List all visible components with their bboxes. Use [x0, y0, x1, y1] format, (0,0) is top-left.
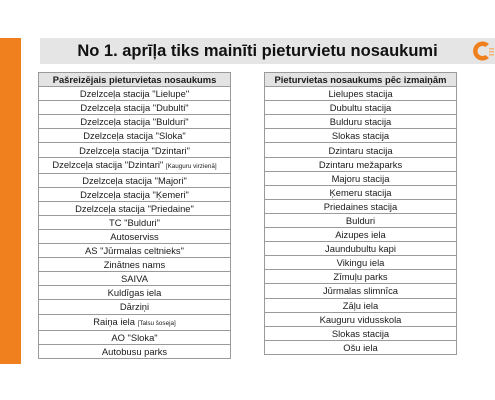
- new-stop-name: Dubultu stacija: [265, 101, 457, 115]
- old-stop-name: SAIVA: [121, 273, 148, 285]
- table-row: [39, 201, 231, 215]
- table-row: [265, 256, 457, 270]
- table-row: [39, 101, 231, 115]
- table-row: [39, 187, 231, 201]
- new-stop-name: Zīmuļu parks: [265, 270, 457, 284]
- table-row: [265, 185, 457, 199]
- old-stop-name-cell: [39, 157, 231, 173]
- old-stop-name-cell: [39, 101, 231, 115]
- table-row: [265, 171, 457, 185]
- orange-c-logo-icon: [470, 39, 495, 63]
- table-row: [265, 157, 457, 171]
- old-stop-name-cell: [39, 143, 231, 157]
- new-names-header: Pieturvietas nosaukums pēc izmaiņām: [265, 73, 457, 87]
- table-row: [265, 326, 457, 340]
- old-stop-name: AS "Jūrmalas celtnieks": [85, 245, 184, 257]
- old-stop-name-cell: [39, 201, 231, 215]
- old-stop-name: Dzelzceļa stacija "Bulduri": [80, 116, 189, 128]
- old-stop-name: AO "Sloka": [111, 331, 158, 343]
- table-row: [265, 87, 457, 101]
- page-title: No 1. aprīļa tiks mainīti pieturvietu nosaukumi: [77, 42, 438, 60]
- old-stop-name: Dzelzceļa stacija "Lielupe": [79, 88, 190, 100]
- new-stop-name: Dzintaru stacija: [265, 143, 457, 157]
- new-names-table: [264, 72, 457, 355]
- table-row: [39, 286, 231, 300]
- table-row: [265, 115, 457, 129]
- new-stop-name: Kauguru vidusskola: [265, 312, 457, 326]
- new-stop-name: Vikingu iela: [265, 256, 457, 270]
- new-stop-name: Zāļu iela: [265, 298, 457, 312]
- table-row: [265, 143, 457, 157]
- old-stop-name-cell: [39, 87, 231, 101]
- old-stop-name: Autobusu parks: [101, 345, 168, 357]
- old-stop-name-cell: [39, 314, 231, 330]
- new-stop-name: Majoru stacija: [265, 171, 457, 185]
- new-stop-name: Aizupes iela: [265, 228, 457, 242]
- old-stop-name-cell: [39, 300, 231, 314]
- old-stop-name-cell: [39, 330, 231, 344]
- table-row: [265, 199, 457, 213]
- old-stop-name-cell: [39, 129, 231, 143]
- new-stop-name: Bulduri: [265, 213, 457, 227]
- table-row: [265, 340, 457, 354]
- table-row: [39, 314, 231, 330]
- table-row: [265, 101, 457, 115]
- table-row: [265, 270, 457, 284]
- new-stop-name: Slokas stacija: [265, 326, 457, 340]
- new-stop-name: Jūrmalas slimnīca: [265, 284, 457, 298]
- new-stop-name: Ošu iela: [265, 340, 457, 354]
- table-row: [39, 215, 231, 229]
- table-row: [39, 143, 231, 157]
- table-row: [39, 229, 231, 243]
- table-row: [265, 129, 457, 143]
- old-stop-name: TC "Bulduri": [109, 216, 160, 228]
- table-row: [265, 298, 457, 312]
- old-stop-name-cell: [39, 173, 231, 187]
- old-stop-name: Dzelzceļa stacija "Dzintari": [52, 158, 164, 170]
- old-stop-name-cell: [39, 344, 231, 358]
- old-stop-name-cell: [39, 258, 231, 272]
- old-stop-name: Autoserviss: [110, 230, 159, 242]
- table-row: [39, 344, 231, 358]
- table-row: [265, 284, 457, 298]
- old-stop-name: Dzelzceļa stacija "Sloka": [83, 130, 186, 142]
- table-row: [39, 272, 231, 286]
- new-stop-name: Jaundubultu kapi: [265, 242, 457, 256]
- new-stop-name: Priedaines stacija: [265, 199, 457, 213]
- table-row: [265, 312, 457, 326]
- old-stop-name: Dzelzceļa stacija "Priedaine": [75, 202, 194, 214]
- new-stop-name: Ķemeru stacija: [265, 185, 457, 199]
- new-stop-name: Lielupes stacija: [265, 87, 457, 101]
- old-stop-name-cell: [39, 272, 231, 286]
- old-stop-name-cell: [39, 115, 231, 129]
- old-stop-name: Dārziņi: [119, 301, 150, 313]
- old-stop-name: Dzelzceļa stacija "Dubulti": [80, 102, 189, 114]
- old-stop-note: [Talsu šoseja]: [137, 319, 176, 327]
- new-stop-name: Dzintaru mežaparks: [265, 157, 457, 171]
- old-stop-name: Dzelzceļa stacija "Majori": [82, 174, 187, 186]
- old-stop-name: Zinātnes nams: [103, 259, 166, 271]
- old-stop-name-cell: [39, 215, 231, 229]
- old-stop-name-cell: [39, 286, 231, 300]
- table-row: [39, 157, 231, 173]
- old-names-header: Pašreizējais pieturvietas nosaukums: [39, 73, 231, 87]
- old-stop-name: Dzelzceļa stacija "Dzintari": [79, 144, 190, 156]
- old-stop-note: [Kauguru virzienā]: [165, 162, 217, 170]
- table-row: [39, 244, 231, 258]
- old-names-table: [38, 72, 231, 359]
- old-stop-name: Raiņa iela: [93, 315, 135, 327]
- table-row: [39, 330, 231, 344]
- old-stop-name-cell: [39, 187, 231, 201]
- table-row: [265, 242, 457, 256]
- table-row: [39, 258, 231, 272]
- table-row: [39, 115, 231, 129]
- new-stop-name: Slokas stacija: [265, 129, 457, 143]
- table-row: [265, 213, 457, 227]
- table-row: [39, 173, 231, 187]
- table-row: [39, 300, 231, 314]
- old-stop-name: Dzelzceļa stacija "Ķemeri": [80, 188, 189, 200]
- table-row: [39, 129, 231, 143]
- new-stop-name: Bulduru stacija: [265, 115, 457, 129]
- orange-side-bar: [0, 38, 21, 364]
- table-row: [265, 228, 457, 242]
- old-stop-name-cell: [39, 229, 231, 243]
- old-stop-name-cell: [39, 244, 231, 258]
- table-row: [39, 87, 231, 101]
- old-stop-name: Kuldīgas iela: [107, 287, 162, 299]
